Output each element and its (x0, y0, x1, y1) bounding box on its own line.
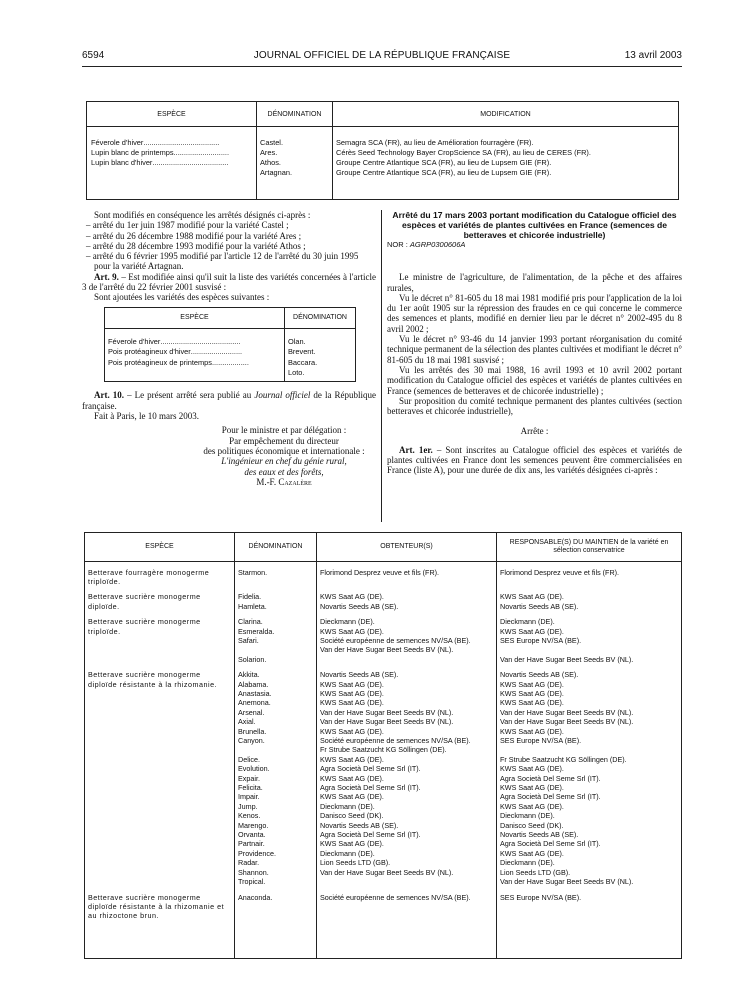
denomination-cell: Akkita. Alabama. Anastasia. Anemona. Arsenal. Axial. Brunella. Canyon. Delice. Evolution. Expair. Felicita. Impair. Jump. Kenos. Marengo. Orvanta. Partnair. Providence. Radar. Shannon. Tropical. (235, 664, 317, 886)
paragraph: Vu le décret n° 81-605 du 18 mai 1981 modifié pris pour l'application de la loi du 1er août 1905 sur la répression des fraudes en ce qui concerne le commerce des semences et plants, modifié en dernier lieu par le décret n° 2002-495 du 8 avril 2002 ; (387, 292, 682, 334)
espece-cell: Lupin blanc de printemps........................... (91, 147, 230, 157)
col-header-modification: MODIFICATION (333, 102, 679, 127)
obtenteur-cell: Dieckmann (DE). KWS Saat AG (DE). Société européenne de semences NV/SA (BE). Van der Have Sugar Beet Seeds BV (NL). (317, 611, 497, 664)
denomination-cell: Fidelia. Hamleta. (235, 586, 317, 611)
nor-reference: NOR : AGRP0300606A (387, 240, 466, 249)
espece-cell: Betterave fourragère monogerme triploïde. (88, 567, 210, 586)
obtenteur-cell: Novartis Seeds AB (SE). KWS Saat AG (DE). KWS Saat AG (DE). KWS Saat AG (DE). Van der Have Sugar Beet Seeds BV (NL). Van der Have Sugar Beet Seeds BV (NL). KWS Saat AG (DE). Société européenne de semences NV/SA (BE). Fr Strube Saatzucht KG Söllingen (DE). KWS Saat AG (DE). Agra Società Del Seme Srl (IT). KWS Saat AG (DE). Agra Società Del Seme Srl (IT). KWS Saat AG (DE). Dieckmann (DE). Danisco Seed (DK). Novartis Seeds AB (SE). Agra Società Del Seme Srl (IT). KWS Saat AG (DE). Dieckmann (DE). Lion Seeds LTD (GB). Van der Have Sugar Beet Seeds BV (NL). (317, 664, 497, 886)
denomination-cell: Ares. (257, 148, 333, 158)
signatory-name: M.-F. Cazalère (256, 476, 312, 487)
obtenteur-cell: Société européenne de semences NV/SA (BE). (317, 887, 497, 921)
responsable-cell: KWS Saat AG (DE). Novartis Seeds AB (SE). (497, 586, 682, 611)
table-row (85, 664, 682, 886)
article-9-sub: Sont ajoutées les variétés des espèces suivantes : (94, 292, 270, 303)
list-item: – arrêté du 6 février 1995 modifié par l'article 12 de l'arrêté du 30 juin 1995 pour la variété Artagnan. (86, 251, 359, 272)
denomination-cell: Artagnan. (257, 168, 333, 178)
page-number: 6594 (82, 50, 105, 61)
column-divider (381, 210, 382, 522)
col-header-espece: ESPÈCE (85, 533, 235, 562)
right-column (387, 210, 682, 476)
issue-date: 13 avril 2003 (624, 50, 682, 61)
denomination-cell: Castel. (257, 138, 333, 148)
denomination-cell: Starmon. (235, 568, 317, 587)
article-1: Art. 1er. – Sont inscrites au Catalogue officiel des espèces et variétés de plantes cultivées en France dont les semences peuvent être commercialisées en France (liste A), pour une durée de dix ans, les variétés désignées ci-après : (387, 444, 682, 476)
table-row (85, 611, 682, 664)
col-header-obtenteur: OBTENTEUR(S) (317, 533, 497, 562)
left-column (82, 210, 376, 487)
espece-cell: Betterave sucrière monogerme diploïde. (88, 592, 201, 611)
modification-cell: Groupe Centre Atlantique SCA (FR), au lieu de Lupsem GIE (FR). (333, 158, 679, 168)
table-row: Loto. (105, 368, 356, 378)
article-10: Art. 10. – Le présent arrêté sera publié au Journal officiel de la République française. (82, 390, 377, 411)
modification-cell: Cérès Seed Technology Bayer CropScience SA (FR), au lieu de CERES (FR). (333, 148, 679, 158)
arrete-heading: Arrête : (520, 426, 549, 437)
responsable-cell: Dieckmann (DE). KWS Saat AG (DE). SES Europe NV/SA (BE). Van der Have Sugar Beet Seeds BV (NL). (497, 611, 682, 664)
modification-cell: Semagra SCA (FR), au lieu de Amélioration fourragère (FR). (333, 138, 679, 148)
intro-text: Sont modifiés en conséquence les arrêtés désignés ci-après : (94, 210, 311, 220)
list-item: – arrêté du 1er juin 1987 modifié pour la variété Castel ; (86, 220, 289, 231)
obtenteur-cell: KWS Saat AG (DE). Novartis Seeds AB (SE). (317, 586, 497, 611)
article-9-label: Art. 9. (94, 271, 119, 282)
signature-block: Pour le ministre et par délégation : Par empêchement du directeur des politiques économique et internationale : L'ingénieur en chef du génie rural, des eaux et des forêts, M.-F. Cazalère (82, 425, 376, 487)
table-row (87, 138, 679, 148)
paragraph: Vu le décret n° 93-46 du 14 janvier 1993 portant réorganisation du comité technique permanent de la sélection des plantes cultivées et modifiant le décret n° 81-605 du 18 mai 1981 susvisé ; (387, 334, 682, 365)
col-header-denomination: DÉNOMINATION (235, 533, 317, 562)
header-rule (82, 66, 682, 67)
denomination-cell: Clarina. Esmeralda. Safari. Solarion. (235, 611, 317, 664)
varieties-table (84, 532, 682, 959)
paragraph: Le ministre de l'agriculture, de l'alimentation, de la pêche et des affaires rurales, (387, 272, 682, 293)
obtenteur-cell: Florimond Desprez veuve et fils (FR). (317, 568, 497, 587)
paragraph: Sur proposition du comité technique permanent des plantes cultivées (section betteraves et chicorée industrielle), (387, 395, 682, 417)
journal-title: JOURNAL OFFICIEL DE LA RÉPUBLIQUE FRANÇAISE (253, 50, 511, 61)
paragraph: Vu les arrêtés des 30 mai 1988, 16 avril 1993 et 10 avril 2002 portant modification du Catalogue officiel des espèces et variétés de plantes cultivées en France (semences de betteraves et de chicorée industrielle) ; (387, 364, 682, 396)
table-row (85, 887, 682, 921)
espece-cell: Féverole d'hiver..................................... (91, 137, 220, 147)
article-1-label: Art. 1er. (399, 444, 433, 455)
espece-cell: Betterave sucrière monogerme diploïde résistante à la rhizomanie. (88, 670, 218, 689)
list-item: – arrêté du 26 décembre 1988 modifié pour la variété Ares ; (86, 230, 302, 241)
espece-cell: Betterave sucrière monogerme triploïde. (88, 617, 201, 636)
responsable-cell: SES Europe NV/SA (BE). (497, 887, 682, 921)
denomination-cell: Anaconda. (235, 887, 317, 921)
amended-list (82, 220, 376, 271)
table-row (85, 568, 682, 587)
list-item: – arrêté du 28 décembre 1993 modifié pour la variété Athos ; (86, 240, 306, 251)
table-row: Pois protéagineux d'hiver......................... Brevent. (105, 347, 356, 357)
article-10-label: Art. 10. (94, 390, 125, 401)
table-row: Féverole d'hiver....................................... Olan. (105, 337, 356, 347)
col-header-denomination: DÉNOMINATION (257, 102, 333, 127)
responsable-cell: Florimond Desprez veuve et fils (FR). (497, 568, 682, 587)
signed-at: Fait à Paris, le 10 mars 2003. (94, 411, 199, 422)
modification-cell: Groupe Centre Atlantique SCA (FR), au lieu de Lupsem GIE (FR). (333, 168, 679, 178)
decree-title: Arrêté du 17 mars 2003 portant modification du Catalogue officiel des espèces et variétés de plantes cultivées en France (semences de betteraves et chicorée industrielle) (392, 210, 677, 240)
modification-table (86, 101, 679, 200)
table-row (87, 148, 679, 158)
espece-cell: Betterave sucrière monogerme diploïde résistante à la rhizomanie et au rhizoctone brun. (88, 892, 225, 921)
added-varieties-table (104, 307, 356, 383)
table-row: Pois protéagineux de printemps.................. Baccara. (105, 358, 356, 368)
denomination-cell: Athos. (257, 158, 333, 168)
col-header-responsable: RESPONSABLE(S) DU MAINTIEN de la variété en sélection conservatrice (497, 533, 682, 562)
espece-cell (87, 168, 257, 178)
table-row (85, 586, 682, 611)
responsable-cell: Novartis Seeds AB (SE). KWS Saat AG (DE). KWS Saat AG (DE). KWS Saat AG (DE). Van der Have Sugar Beet Seeds BV (NL). Van der Have Sugar Beet Seeds BV (NL). KWS Saat AG (DE). SES Europe NV/SA (BE). Fr Strube Saatzucht KG Söllingen (DE). KWS Saat AG (DE). Agra Società Del Seme Srl (IT). KWS Saat AG (DE). Agra Società Del Seme Srl (IT). KWS Saat AG (DE). Dieckmann (DE). Danisco Seed (DK). Novartis Seeds AB (SE). Agra Società Del Seme Srl (IT). KWS Saat AG (DE). Dieckmann (DE). Lion Seeds LTD (GB). Van der Have Sugar Beet Seeds BV (NL). (497, 664, 682, 886)
col-header-espece: ESPÈCE (105, 307, 285, 328)
table-row (87, 168, 679, 178)
table-row (87, 158, 679, 168)
espece-cell: Lupin blanc d'hiver..................................... (91, 157, 229, 167)
running-header (82, 50, 682, 64)
col-header-denomination: DÉNOMINATION (285, 307, 356, 328)
col-header-espece: ESPÈCE (87, 102, 257, 127)
article-9: Art. 9. – Est modifiée ainsi qu'il suit la liste des variétés concernées à l'article 3 de l'arrêté du 22 février 2001 susvisé : (82, 271, 376, 293)
